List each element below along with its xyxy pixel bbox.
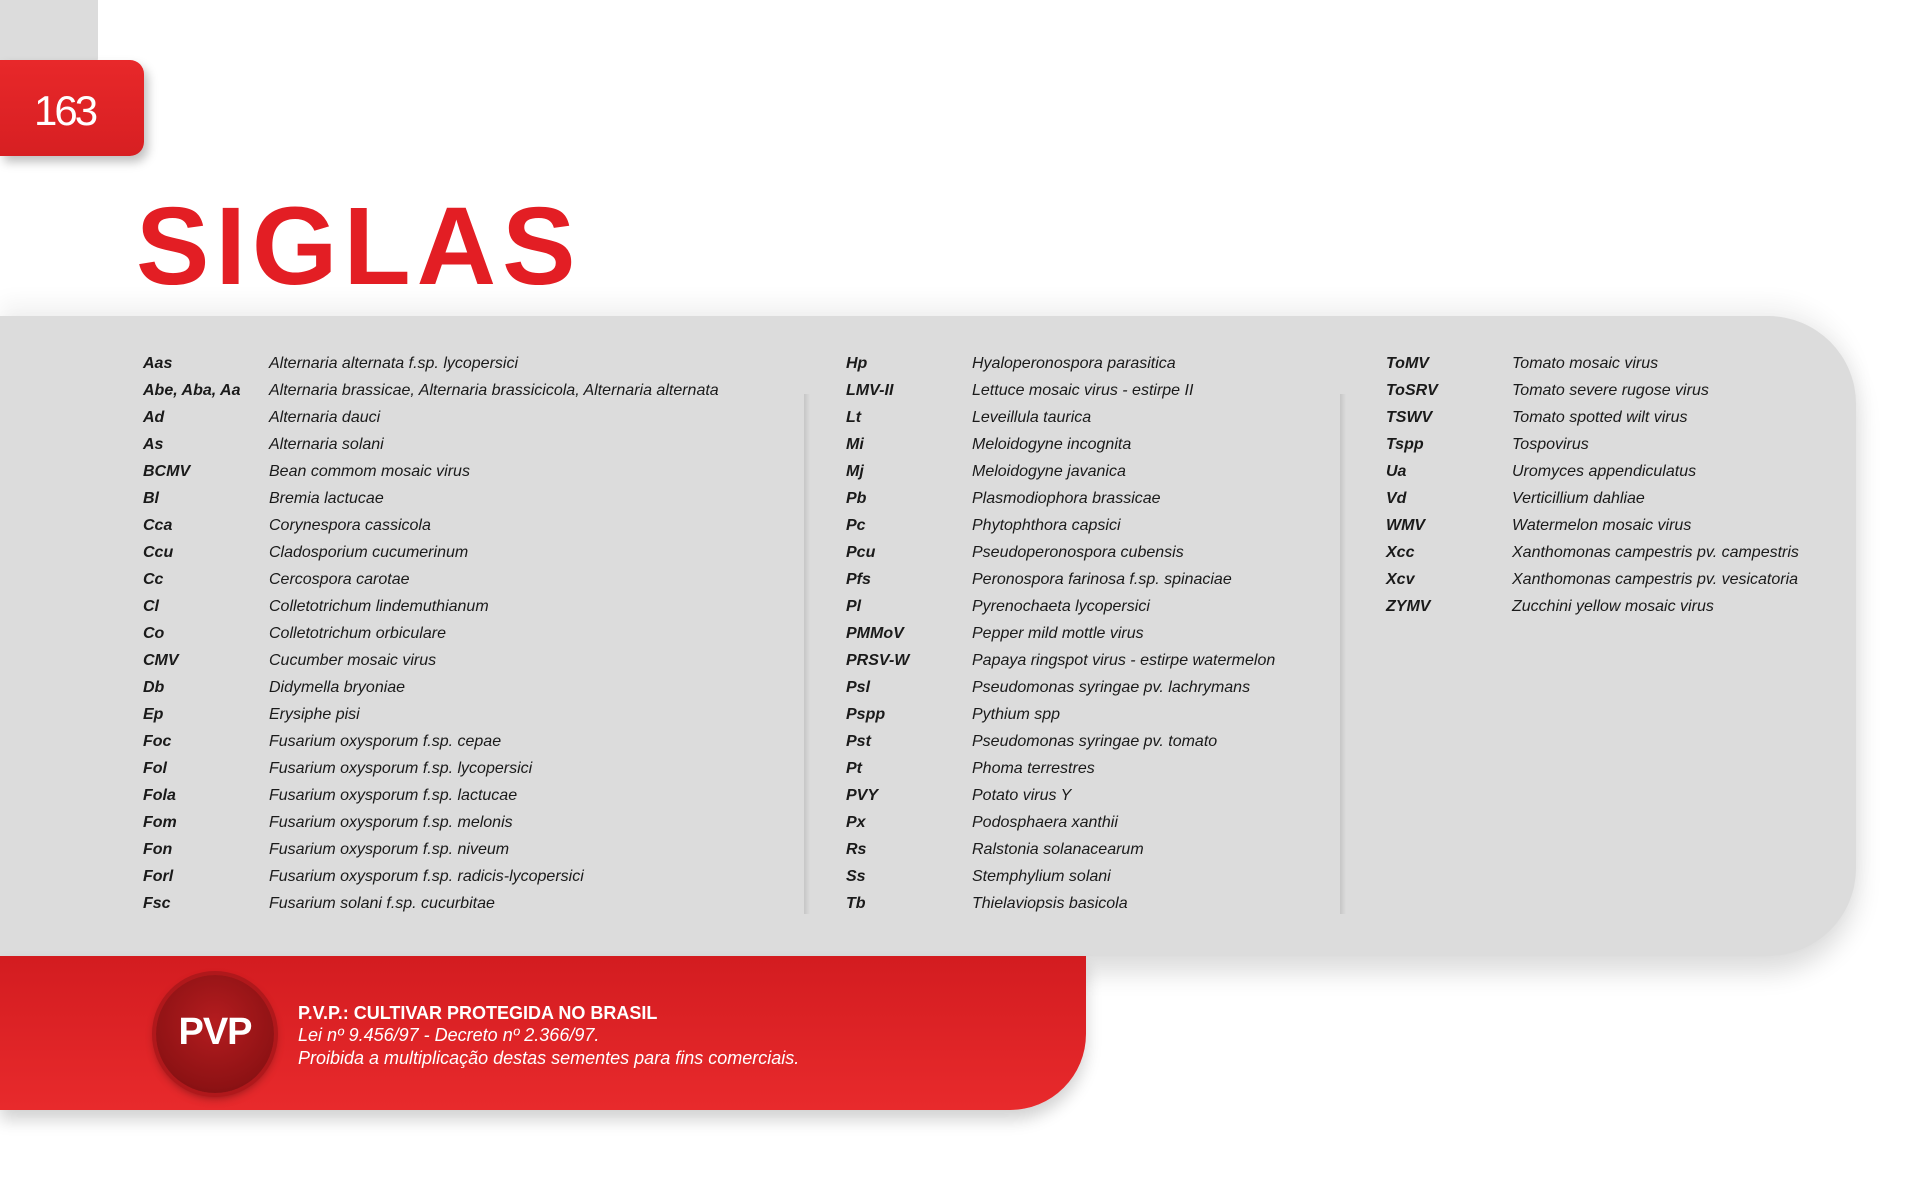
abbreviation-code: Pl (846, 597, 862, 615)
abbreviation-code: Db (143, 678, 165, 696)
abbreviation-code: CMV (143, 651, 179, 669)
abbreviation-code: Ccu (143, 543, 174, 561)
abbreviation-code: PRSV-W (846, 651, 910, 669)
abbreviation-meaning: Leveillula taurica (972, 408, 1092, 426)
abbreviation-row (143, 782, 719, 809)
abbreviation-row (846, 485, 1275, 512)
abbreviation-meaning: Cercospora carotae (269, 570, 410, 588)
abbreviation-code: Px (846, 813, 866, 831)
abbreviation-row (846, 512, 1275, 539)
abbreviation-code: Pspp (846, 705, 886, 723)
abbreviation-code: LMV-II (846, 381, 894, 399)
abbreviation-meaning: Bean commom mosaic virus (269, 462, 470, 480)
abbreviation-code: Pst (846, 732, 871, 750)
abbreviation-row (846, 782, 1275, 809)
abbreviation-meaning: Pythium spp (972, 705, 1061, 723)
abbreviation-meaning: Xanthomonas campestris pv. vesicatoria (1512, 570, 1799, 588)
abbreviation-meaning: Fusarium oxysporum f.sp. lycopersici (269, 759, 533, 777)
abbreviation-row (846, 674, 1275, 701)
abbreviation-meaning: Pseudomonas syringae pv. lachrymans (972, 678, 1251, 696)
abbreviation-code: Mj (846, 462, 864, 480)
abbreviation-code: ToMV (1386, 354, 1429, 372)
abbreviation-meaning: Tomato mosaic virus (1512, 354, 1659, 372)
abbreviation-meaning: Alternaria alternata f.sp. lycopersici (269, 354, 518, 372)
abbreviation-row (846, 863, 1275, 890)
abbreviation-code: Pcu (846, 543, 876, 561)
abbreviation-row (143, 809, 719, 836)
abbreviation-row (846, 890, 1275, 917)
abbreviation-code: Cc (143, 570, 164, 588)
abbreviation-row (1386, 539, 1799, 566)
abbreviation-code: Abe, Aba, Aa (143, 381, 241, 399)
abbreviations-column-1 (143, 350, 719, 917)
abbreviation-code: ZYMV (1386, 597, 1431, 615)
abbreviation-meaning: Phoma terrestres (972, 759, 1095, 777)
abbreviation-code: Fon (143, 840, 173, 858)
abbreviation-code: Fom (143, 813, 177, 831)
abbreviation-meaning: Stemphylium solani (972, 867, 1111, 885)
page-number: 163 (34, 87, 96, 134)
abbreviation-code: As (143, 435, 164, 453)
abbreviation-code: Foc (143, 732, 172, 750)
abbreviation-meaning: Pyrenochaeta lycopersici (972, 597, 1150, 615)
abbreviation-code: Xcv (1386, 570, 1415, 588)
abbreviation-row (1386, 512, 1799, 539)
abbreviation-code: Pc (846, 516, 866, 534)
abbreviation-meaning: Potato virus Y (972, 786, 1072, 804)
abbreviation-meaning: Alternaria dauci (269, 408, 381, 426)
footer-prohibition-line: Proibida a multiplicação destas sementes para fins comerciais. (298, 1048, 800, 1068)
abbreviation-row (1386, 431, 1799, 458)
abbreviation-row (846, 350, 1275, 377)
abbreviation-row (143, 485, 719, 512)
abbreviation-meaning: Zucchini yellow mosaic virus (1512, 597, 1714, 615)
abbreviation-row (846, 755, 1275, 782)
abbreviation-meaning: Colletotrichum orbiculare (269, 624, 446, 642)
abbreviation-meaning: Fusarium solani f.sp. cucurbitae (269, 894, 495, 912)
abbreviation-code: Mi (846, 435, 864, 453)
abbreviation-row (143, 377, 719, 404)
abbreviation-meaning: Podosphaera xanthii (972, 813, 1118, 831)
abbreviation-meaning: Tomato severe rugose virus (1512, 381, 1709, 399)
abbreviation-row (143, 593, 719, 620)
abbreviation-code: WMV (1386, 516, 1426, 534)
abbreviation-row (1386, 566, 1799, 593)
abbreviation-row (143, 890, 719, 917)
abbreviation-meaning: Plasmodiophora brassicae (972, 489, 1161, 507)
pvp-seal-label: PVP (178, 1011, 252, 1053)
abbreviation-row (846, 431, 1275, 458)
abbreviation-row (143, 539, 719, 566)
abbreviation-row (846, 593, 1275, 620)
abbreviation-meaning: Lettuce mosaic virus - estirpe II (972, 381, 1194, 399)
abbreviation-meaning: Fusarium oxysporum f.sp. melonis (269, 813, 513, 831)
abbreviation-meaning: Thielaviopsis basicola (972, 894, 1128, 912)
abbreviation-meaning: Didymella bryoniae (269, 678, 406, 696)
abbreviation-meaning: Ralstonia solanacearum (972, 840, 1144, 858)
abbreviation-code: Ss (846, 867, 866, 885)
abbreviation-meaning: Bremia lactucae (269, 489, 384, 507)
abbreviation-code: Tspp (1386, 435, 1424, 453)
abbreviation-code: Rs (846, 840, 867, 858)
abbreviation-row (143, 404, 719, 431)
abbreviation-meaning: Cucumber mosaic virus (269, 651, 437, 669)
abbreviation-code: Bl (143, 489, 159, 507)
abbreviation-meaning: Corynespora cassicola (269, 516, 431, 534)
abbreviation-code: Cl (143, 597, 159, 615)
abbreviation-code: BCMV (143, 462, 191, 480)
abbreviation-code: Lt (846, 408, 862, 426)
abbreviation-row (143, 458, 719, 485)
abbreviation-row (143, 431, 719, 458)
abbreviation-meaning: Meloidogyne incognita (972, 435, 1132, 453)
abbreviation-row (846, 701, 1275, 728)
abbreviation-meaning: Phytophthora capsici (972, 516, 1121, 534)
abbreviation-row (846, 728, 1275, 755)
abbreviation-code: Fsc (143, 894, 171, 912)
abbreviation-row (1386, 350, 1799, 377)
abbreviation-code: Ua (1386, 462, 1407, 480)
footer-notice (298, 1002, 799, 1070)
abbreviation-code: Tb (846, 894, 866, 912)
abbreviation-row (846, 566, 1275, 593)
abbreviation-meaning: Cladosporium cucumerinum (269, 543, 469, 561)
abbreviation-meaning: Tospovirus (1512, 435, 1589, 453)
abbreviation-row (846, 404, 1275, 431)
abbreviation-code: Fol (143, 759, 167, 777)
footer-heading: P.V.P.: CULTIVAR PROTEGIDA NO BRASIL (298, 1003, 658, 1023)
column-divider (1340, 394, 1346, 914)
abbreviation-code: PMMoV (846, 624, 904, 642)
abbreviation-meaning: Peronospora farinosa f.sp. spinaciae (972, 570, 1232, 588)
abbreviation-meaning: Pseudoperonospora cubensis (972, 543, 1184, 561)
abbreviation-row (143, 836, 719, 863)
abbreviation-code: Pfs (846, 570, 871, 588)
abbreviation-code: Psl (846, 678, 871, 696)
abbreviation-row (1386, 377, 1799, 404)
abbreviation-code: Cca (143, 516, 173, 534)
page-number-badge (0, 60, 144, 156)
abbreviation-row (846, 458, 1275, 485)
abbreviation-meaning: Fusarium oxysporum f.sp. cepae (269, 732, 502, 750)
abbreviation-code: Ad (143, 408, 165, 426)
abbreviation-row (846, 836, 1275, 863)
abbreviation-meaning: Tomato spotted wilt virus (1512, 408, 1688, 426)
abbreviation-meaning: Colletotrichum lindemuthianum (269, 597, 489, 615)
abbreviation-row (846, 377, 1275, 404)
abbreviation-meaning: Alternaria solani (269, 435, 384, 453)
abbreviation-code: TSWV (1386, 408, 1433, 426)
abbreviation-code: ToSRV (1386, 381, 1438, 399)
page-title: SIGLAS (136, 185, 582, 308)
abbreviation-code: Ep (143, 705, 164, 723)
abbreviation-meaning: Pseudomonas syringae pv. tomato (972, 732, 1218, 750)
abbreviation-row (143, 728, 719, 755)
abbreviation-row (846, 809, 1275, 836)
abbreviation-code: Xcc (1386, 543, 1415, 561)
abbreviation-row (143, 512, 719, 539)
abbreviation-code: Co (143, 624, 165, 642)
abbreviation-meaning: Meloidogyne javanica (972, 462, 1126, 480)
abbreviation-code: Hp (846, 354, 868, 372)
abbreviation-row (1386, 404, 1799, 431)
abbreviation-meaning: Fusarium oxysporum f.sp. lactucae (269, 786, 518, 804)
abbreviation-meaning: Papaya ringspot virus - estirpe watermelon (972, 651, 1276, 669)
abbreviation-row (143, 674, 719, 701)
abbreviation-meaning: Pepper mild mottle virus (972, 624, 1144, 642)
abbreviation-row (143, 566, 719, 593)
abbreviation-row (846, 647, 1275, 674)
abbreviation-row (143, 863, 719, 890)
abbreviation-row (143, 350, 719, 377)
abbreviation-row (1386, 485, 1799, 512)
abbreviation-code: Aas (143, 354, 173, 372)
abbreviation-meaning: Verticillium dahliae (1512, 489, 1645, 507)
abbreviation-code: Pb (846, 489, 867, 507)
footer-law-line: Lei nº 9.456/97 - Decreto nº 2.366/97. (298, 1025, 600, 1045)
abbreviation-meaning: Fusarium oxysporum f.sp. niveum (269, 840, 510, 858)
abbreviation-code: Forl (143, 867, 174, 885)
abbreviation-meaning: Erysiphe pisi (269, 705, 360, 723)
abbreviation-meaning: Uromyces appendiculatus (1512, 462, 1697, 480)
abbreviation-row (143, 620, 719, 647)
abbreviation-row (846, 539, 1275, 566)
column-divider (804, 394, 810, 914)
abbreviation-meaning: Watermelon mosaic virus (1512, 516, 1692, 534)
abbreviation-row (143, 647, 719, 674)
abbreviation-row (143, 701, 719, 728)
abbreviation-row (1386, 458, 1799, 485)
abbreviation-row (846, 620, 1275, 647)
abbreviation-meaning: Xanthomonas campestris pv. campestris (1512, 543, 1799, 561)
abbreviation-meaning: Hyaloperonospora parasitica (972, 354, 1176, 372)
abbreviation-row (1386, 593, 1799, 620)
abbreviation-meaning: Alternaria brassicae, Alternaria brassicicola, Alternaria alternata (269, 381, 719, 399)
abbreviation-code: Vd (1386, 489, 1407, 507)
abbreviation-code: Pt (846, 759, 862, 777)
pvp-seal-icon (156, 975, 274, 1093)
abbreviations-column-3 (1386, 350, 1799, 620)
abbreviation-meaning: Fusarium oxysporum f.sp. radicis-lycopersici (269, 867, 584, 885)
abbreviations-column-2 (846, 350, 1275, 917)
abbreviation-row (143, 755, 719, 782)
abbreviation-code: Fola (143, 786, 176, 804)
abbreviation-code: PVY (846, 786, 879, 804)
